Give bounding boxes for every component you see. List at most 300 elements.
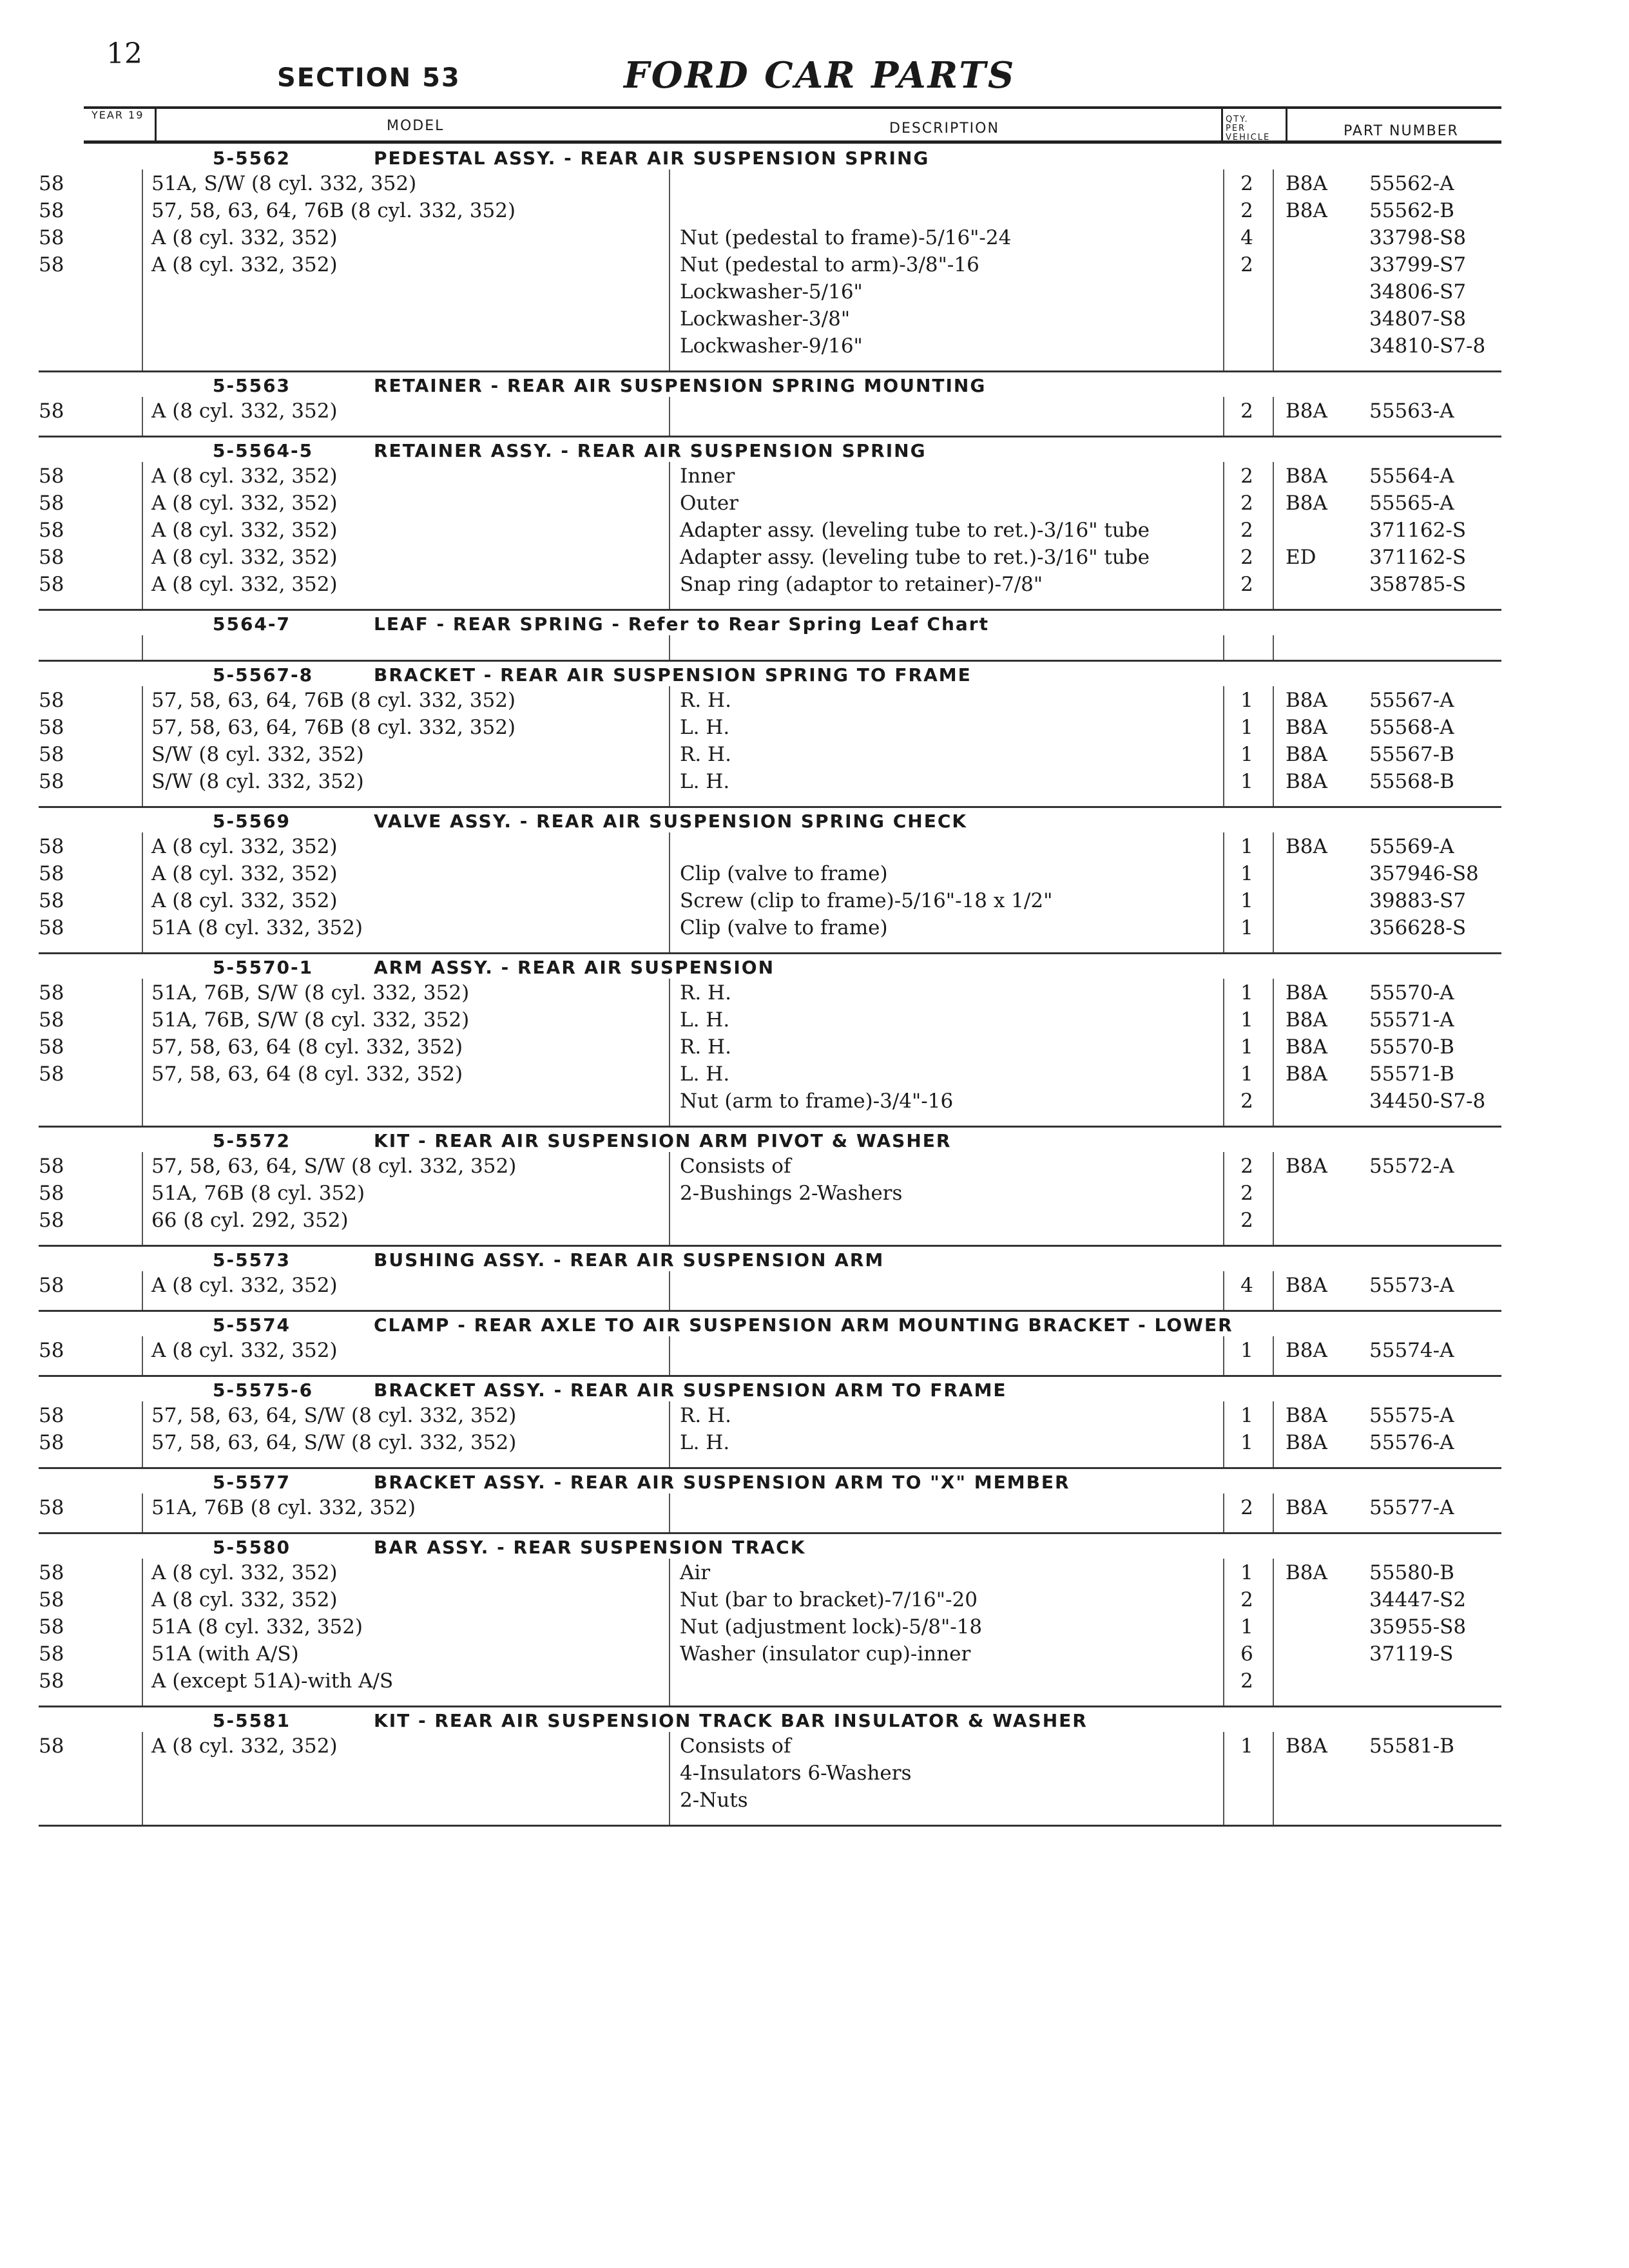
part-number-cell: 55577-A <box>1369 1496 1454 1519</box>
description-cell: Washer (insulator cup)-inner <box>680 1642 971 1666</box>
model-cell: A (8 cyl. 332, 352) <box>151 465 338 488</box>
column-divider <box>1223 1559 1224 1706</box>
table-row <box>39 1586 1501 1613</box>
year-cell: 58 <box>39 1735 64 1758</box>
group-code: 5-5575-6 <box>213 1379 314 1401</box>
part-group <box>39 1247 1501 1312</box>
group-title: RETAINER ASSY. - REAR AIR SUSPENSION SPRING <box>374 440 927 461</box>
column-divider <box>1273 1271 1274 1310</box>
year-cell: 58 <box>39 1404 64 1427</box>
model-cell: A (8 cyl. 332, 352) <box>151 399 338 423</box>
year-cell: 58 <box>39 889 64 912</box>
description-cell: Adapter assy. (leveling tube to ret.)-3/16" tube <box>680 519 1150 542</box>
column-divider <box>1273 979 1274 1126</box>
description-cell: 2-Bushings 2-Washers <box>680 1182 903 1205</box>
part-prefix-cell: B8A <box>1286 465 1327 488</box>
column-divider <box>1273 397 1274 436</box>
column-divider <box>669 1152 670 1245</box>
group-heading <box>39 808 1501 832</box>
part-prefix-cell: B8A <box>1286 1062 1327 1086</box>
description-cell: R. H. <box>680 1035 731 1059</box>
model-cell: A (8 cyl. 332, 352) <box>151 889 338 912</box>
part-prefix-cell: B8A <box>1286 1008 1327 1032</box>
table-row <box>39 1613 1501 1640</box>
header-part-number: PART NUMBER <box>1344 123 1459 139</box>
model-cell: 51A, 76B (8 cyl. 352) <box>151 1182 365 1205</box>
year-cell: 58 <box>39 1615 64 1639</box>
table-row <box>39 332 1501 359</box>
description-cell: L. H. <box>680 716 730 739</box>
column-divider <box>669 979 670 1126</box>
model-cell: A (8 cyl. 332, 352) <box>151 492 338 515</box>
column-divider <box>142 462 143 609</box>
table-row <box>39 489 1501 516</box>
part-number-cell: 55565-A <box>1369 492 1454 515</box>
year-cell: 58 <box>39 1182 64 1205</box>
group-heading <box>39 1534 1501 1559</box>
qty-cell: 1 <box>1240 1062 1253 1086</box>
part-number-cell: 55563-A <box>1369 399 1454 423</box>
header-qty: QTY. PER VEHICLE <box>1226 115 1271 142</box>
group-code: 5-5564-5 <box>213 440 314 461</box>
year-cell: 58 <box>39 1274 64 1297</box>
part-number-cell: 37119-S <box>1369 1642 1454 1666</box>
description-cell: Inner <box>680 465 735 488</box>
table-row <box>39 1559 1501 1586</box>
group-title: LEAF - REAR SPRING - Refer to Rear Spring Leaf Chart <box>374 613 989 635</box>
part-prefix-cell: B8A <box>1286 770 1327 793</box>
year-cell: 58 <box>39 1008 64 1032</box>
qty-cell: 1 <box>1240 1615 1253 1639</box>
part-group <box>39 1707 1501 1827</box>
table-row <box>39 1401 1501 1428</box>
description-cell: Nut (arm to frame)-3/4"-16 <box>680 1090 954 1113</box>
description-cell: Air <box>680 1561 711 1584</box>
table-row <box>39 543 1501 570</box>
group-code: 5-5574 <box>213 1314 291 1336</box>
year-cell: 58 <box>39 770 64 793</box>
column-divider <box>1223 635 1224 660</box>
model-cell: 51A, 76B, S/W (8 cyl. 332, 352) <box>151 1008 470 1032</box>
table-row <box>39 860 1501 887</box>
model-cell: 57, 58, 63, 64, 76B (8 cyl. 332, 352) <box>151 716 516 739</box>
table-row <box>39 1759 1501 1786</box>
group-title: CLAMP - REAR AXLE TO AIR SUSPENSION ARM MOUNTING BRACKET - LOWER <box>374 1314 1233 1336</box>
description-cell: L. H. <box>680 770 730 793</box>
year-cell: 58 <box>39 1062 64 1086</box>
description-cell: R. H. <box>680 689 731 712</box>
year-cell: 58 <box>39 1339 64 1362</box>
part-number-cell: 55581-B <box>1369 1735 1454 1758</box>
part-number-cell: 55564-A <box>1369 465 1454 488</box>
column-divider <box>142 1401 143 1467</box>
group-heading <box>39 1128 1501 1152</box>
header-description: DESCRIPTION <box>889 120 999 137</box>
table-row <box>39 1206 1501 1233</box>
model-cell: A (8 cyl. 332, 352) <box>151 1588 338 1611</box>
header-model: MODEL <box>387 118 445 134</box>
part-group <box>39 808 1501 954</box>
group-heading <box>39 1247 1501 1271</box>
year-cell: 58 <box>39 492 64 515</box>
model-cell: 57, 58, 63, 64 (8 cyl. 332, 352) <box>151 1062 463 1086</box>
part-prefix-cell: B8A <box>1286 1274 1327 1297</box>
part-number-cell: 34447-S2 <box>1369 1588 1467 1611</box>
year-cell: 58 <box>39 1035 64 1059</box>
model-cell: A (8 cyl. 332, 352) <box>151 519 338 542</box>
model-cell: 57, 58, 63, 64, 76B (8 cyl. 332, 352) <box>151 199 516 222</box>
model-cell: A (8 cyl. 332, 352) <box>151 1735 338 1758</box>
table-row <box>39 1494 1501 1521</box>
part-prefix-cell: B8A <box>1286 1339 1327 1362</box>
column-divider <box>142 169 143 370</box>
column-divider <box>1273 1559 1274 1706</box>
column-divider <box>669 1494 670 1532</box>
table-row <box>39 914 1501 941</box>
table-row <box>39 1033 1501 1060</box>
column-divider <box>142 1271 143 1310</box>
parts-table <box>39 145 1501 1827</box>
group-title: BRACKET ASSY. - REAR AIR SUSPENSION ARM TO FRAME <box>374 1379 1007 1401</box>
page-number: 12 <box>106 37 142 70</box>
description-cell: Adapter assy. (leveling tube to ret.)-3/16" tube <box>680 546 1150 569</box>
table-row <box>39 1336 1501 1363</box>
group-code: 5-5580 <box>213 1537 291 1558</box>
group-title: BRACKET - REAR AIR SUSPENSION SPRING TO FRAME <box>374 664 972 686</box>
part-prefix-cell: B8A <box>1286 1496 1327 1519</box>
page-title: FORD CAR PARTS <box>624 54 1016 97</box>
qty-cell: 2 <box>1240 253 1253 276</box>
column-divider <box>142 1732 143 1825</box>
year-cell: 58 <box>39 981 64 1004</box>
part-number-cell: 55569-A <box>1369 835 1454 858</box>
header-year: YEAR 19 <box>92 109 144 121</box>
description-cell: Lockwasher-3/8" <box>680 307 851 331</box>
model-cell: A (8 cyl. 332, 352) <box>151 573 338 596</box>
column-divider <box>669 686 670 806</box>
qty-cell: 2 <box>1240 465 1253 488</box>
part-prefix-cell: B8A <box>1286 835 1327 858</box>
description-cell: L. H. <box>680 1062 730 1086</box>
group-heading <box>39 1312 1501 1336</box>
model-cell: A (except 51A)-with A/S <box>151 1669 394 1693</box>
description-cell: Clip (valve to frame) <box>680 862 888 885</box>
table-row <box>39 197 1501 224</box>
group-title: BAR ASSY. - REAR SUSPENSION TRACK <box>374 1537 806 1558</box>
part-number-cell: 371162-S <box>1369 546 1467 569</box>
column-divider <box>669 1271 670 1310</box>
part-group <box>39 145 1501 372</box>
part-group <box>39 611 1501 662</box>
model-cell: 57, 58, 63, 64, S/W (8 cyl. 332, 352) <box>151 1155 517 1178</box>
table-row <box>39 713 1501 740</box>
group-heading <box>39 1707 1501 1732</box>
part-prefix-cell: ED <box>1286 546 1316 569</box>
year-cell: 58 <box>39 1561 64 1584</box>
qty-cell: 2 <box>1240 519 1253 542</box>
table-row <box>39 1152 1501 1179</box>
description-cell: 2-Nuts <box>680 1789 748 1812</box>
column-divider <box>1223 832 1224 952</box>
column-divider <box>669 462 670 609</box>
year-cell: 58 <box>39 1588 64 1611</box>
part-number-cell: 55567-A <box>1369 689 1454 712</box>
column-divider <box>142 979 143 1126</box>
year-cell: 58 <box>39 399 64 423</box>
model-cell: 57, 58, 63, 64 (8 cyl. 332, 352) <box>151 1035 463 1059</box>
description-cell: Consists of <box>680 1155 791 1178</box>
description-cell: Nut (bar to bracket)-7/16"-20 <box>680 1588 978 1611</box>
table-row <box>39 1428 1501 1456</box>
column-divider <box>1223 1401 1224 1467</box>
column-divider <box>1273 635 1274 660</box>
table-row <box>39 462 1501 489</box>
year-cell: 58 <box>39 862 64 885</box>
column-divider <box>1273 686 1274 806</box>
part-prefix-cell: B8A <box>1286 743 1327 766</box>
group-heading <box>39 954 1501 979</box>
model-cell: A (8 cyl. 332, 352) <box>151 226 338 249</box>
description-cell: Nut (pedestal to arm)-3/8"-16 <box>680 253 979 276</box>
table-row <box>39 1006 1501 1033</box>
model-cell: A (8 cyl. 332, 352) <box>151 1274 338 1297</box>
column-divider <box>1273 1732 1274 1825</box>
description-cell: Snap ring (adaptor to retainer)-7/8" <box>680 573 1043 596</box>
description-cell: Nut (pedestal to frame)-5/16"-24 <box>680 226 1012 249</box>
description-cell: Consists of <box>680 1735 791 1758</box>
model-cell: 51A, 76B, S/W (8 cyl. 332, 352) <box>151 981 470 1004</box>
column-divider <box>1273 832 1274 952</box>
qty-cell: 2 <box>1240 172 1253 195</box>
column-divider <box>1223 397 1224 436</box>
qty-cell: 2 <box>1240 573 1253 596</box>
qty-cell: 1 <box>1240 743 1253 766</box>
part-number-cell: 34807-S8 <box>1369 307 1467 331</box>
table-row <box>39 1786 1501 1813</box>
description-cell: Outer <box>680 492 739 515</box>
model-cell: 51A (8 cyl. 332, 352) <box>151 1615 363 1639</box>
part-number-cell: 33799-S7 <box>1369 253 1467 276</box>
column-divider <box>669 1559 670 1706</box>
qty-cell: 1 <box>1240 770 1253 793</box>
part-number-cell: 55570-A <box>1369 981 1454 1004</box>
table-row <box>39 278 1501 305</box>
part-prefix-cell: B8A <box>1286 492 1327 515</box>
column-divider <box>1223 1271 1224 1310</box>
part-number-cell: 55571-A <box>1369 1008 1454 1032</box>
column-divider <box>1223 1494 1224 1532</box>
description-cell: L. H. <box>680 1431 730 1454</box>
year-cell: 58 <box>39 743 64 766</box>
part-number-cell: 55573-A <box>1369 1274 1454 1297</box>
year-cell: 58 <box>39 716 64 739</box>
column-divider <box>1273 1336 1274 1375</box>
group-title: KIT - REAR AIR SUSPENSION TRACK BAR INSULATOR & WASHER <box>374 1710 1088 1731</box>
year-cell: 58 <box>39 1496 64 1519</box>
part-number-cell: 55568-A <box>1369 716 1454 739</box>
column-divider <box>1223 169 1224 370</box>
column-divider <box>1273 462 1274 609</box>
part-number-cell: 55570-B <box>1369 1035 1454 1059</box>
year-cell: 58 <box>39 1431 64 1454</box>
qty-cell: 2 <box>1240 399 1253 423</box>
group-heading <box>39 372 1501 397</box>
column-divider <box>142 1559 143 1706</box>
column-divider <box>1223 686 1224 806</box>
year-cell: 58 <box>39 172 64 195</box>
model-cell: 57, 58, 63, 64, 76B (8 cyl. 332, 352) <box>151 689 516 712</box>
qty-cell: 2 <box>1240 546 1253 569</box>
part-number-cell: 55568-B <box>1369 770 1454 793</box>
part-prefix-cell: B8A <box>1286 1155 1327 1178</box>
column-divider <box>669 1732 670 1825</box>
column-divider <box>142 397 143 436</box>
qty-cell: 4 <box>1240 1274 1253 1297</box>
year-cell: 58 <box>39 835 64 858</box>
part-prefix-cell: B8A <box>1286 1404 1327 1427</box>
qty-cell: 1 <box>1240 1008 1253 1032</box>
table-row <box>39 740 1501 767</box>
group-code: 5-5573 <box>213 1249 291 1271</box>
qty-cell: 2 <box>1240 1182 1253 1205</box>
part-number-cell: 55562-B <box>1369 199 1454 222</box>
column-divider <box>669 1401 670 1467</box>
qty-cell: 2 <box>1240 1588 1253 1611</box>
table-row <box>39 887 1501 914</box>
column-divider <box>1223 979 1224 1126</box>
part-prefix-cell: B8A <box>1286 1735 1327 1758</box>
description-cell: R. H. <box>680 1404 731 1427</box>
part-prefix-cell: B8A <box>1286 399 1327 423</box>
group-code: 5-5570-1 <box>213 957 314 978</box>
year-cell: 58 <box>39 1209 64 1232</box>
year-cell: 58 <box>39 689 64 712</box>
part-number-cell: 371162-S <box>1369 519 1467 542</box>
qty-cell: 2 <box>1240 1155 1253 1178</box>
qty-cell: 2 <box>1240 1090 1253 1113</box>
part-number-cell: 55575-A <box>1369 1404 1454 1427</box>
year-cell: 58 <box>39 199 64 222</box>
model-cell: 51A (8 cyl. 332, 352) <box>151 916 363 939</box>
description-cell: Screw (clip to frame)-5/16"-18 x 1/2" <box>680 889 1053 912</box>
part-number-cell: 55572-A <box>1369 1155 1454 1178</box>
part-group <box>39 662 1501 808</box>
column-divider <box>1273 1494 1274 1532</box>
description-cell: Clip (valve to frame) <box>680 916 888 939</box>
part-number-cell: 39883-S7 <box>1369 889 1467 912</box>
year-cell: 58 <box>39 546 64 569</box>
column-divider <box>1223 462 1224 609</box>
qty-cell: 1 <box>1240 1339 1253 1362</box>
year-cell: 58 <box>39 916 64 939</box>
part-group <box>39 1377 1501 1469</box>
group-heading <box>39 1377 1501 1401</box>
qty-cell: 1 <box>1240 835 1253 858</box>
qty-cell: 2 <box>1240 492 1253 515</box>
table-row <box>39 516 1501 543</box>
table-row <box>39 397 1501 424</box>
part-prefix-cell: B8A <box>1286 1561 1327 1584</box>
column-divider <box>1273 1401 1274 1467</box>
model-cell: A (8 cyl. 332, 352) <box>151 1339 338 1362</box>
column-divider <box>1273 1152 1274 1245</box>
part-number-cell: 356628-S <box>1369 916 1467 939</box>
group-code: 5-5569 <box>213 811 291 832</box>
part-group <box>39 1128 1501 1247</box>
qty-cell: 1 <box>1240 1035 1253 1059</box>
part-number-cell: 55567-B <box>1369 743 1454 766</box>
part-number-cell: 34450-S7-8 <box>1369 1090 1486 1113</box>
group-heading <box>39 662 1501 686</box>
column-divider <box>142 1494 143 1532</box>
qty-cell: 1 <box>1240 1431 1253 1454</box>
part-group <box>39 1534 1501 1707</box>
model-cell: 51A, 76B (8 cyl. 332, 352) <box>151 1496 416 1519</box>
column-divider <box>142 635 143 660</box>
model-cell: A (8 cyl. 332, 352) <box>151 546 338 569</box>
qty-cell: 2 <box>1240 199 1253 222</box>
year-cell: 58 <box>39 519 64 542</box>
column-divider <box>142 1336 143 1375</box>
table-row <box>39 251 1501 278</box>
part-group <box>39 437 1501 611</box>
group-heading <box>39 611 1501 635</box>
part-number-cell: 55574-A <box>1369 1339 1454 1362</box>
part-number-cell: 55580-B <box>1369 1561 1454 1584</box>
part-prefix-cell: B8A <box>1286 172 1327 195</box>
table-row <box>39 1640 1501 1667</box>
description-cell: Lockwasher-9/16" <box>680 334 863 358</box>
model-cell: S/W (8 cyl. 332, 352) <box>151 743 364 766</box>
qty-cell: 4 <box>1240 226 1253 249</box>
part-number-cell: 34810-S7-8 <box>1369 334 1486 358</box>
column-divider <box>1223 1336 1224 1375</box>
section-label: SECTION 53 <box>277 63 461 93</box>
description-cell: L. H. <box>680 1008 730 1032</box>
part-number-cell: 358785-S <box>1369 573 1467 596</box>
model-cell: 51A (with A/S) <box>151 1642 299 1666</box>
part-number-cell: 35955-S8 <box>1369 1615 1467 1639</box>
model-cell: A (8 cyl. 332, 352) <box>151 862 338 885</box>
group-title: BRACKET ASSY. - REAR AIR SUSPENSION ARM TO "X" MEMBER <box>374 1472 1070 1493</box>
part-group <box>39 954 1501 1128</box>
table-row <box>39 224 1501 251</box>
table-row <box>39 767 1501 794</box>
qty-cell: 1 <box>1240 1404 1253 1427</box>
table-row <box>39 1179 1501 1206</box>
table-row <box>39 686 1501 713</box>
part-group <box>39 1312 1501 1377</box>
qty-cell: 2 <box>1240 1496 1253 1519</box>
description-cell: R. H. <box>680 981 731 1004</box>
part-prefix-cell: B8A <box>1286 716 1327 739</box>
group-code: 5-5563 <box>213 375 291 396</box>
group-heading <box>39 1469 1501 1494</box>
group-code: 5-5567-8 <box>213 664 314 686</box>
qty-cell: 1 <box>1240 689 1253 712</box>
column-divider <box>669 397 670 436</box>
table-row <box>39 169 1501 197</box>
part-number-cell: 55571-B <box>1369 1062 1454 1086</box>
column-divider <box>1223 1152 1224 1245</box>
year-cell: 58 <box>39 1155 64 1178</box>
year-cell: 58 <box>39 253 64 276</box>
description-cell: R. H. <box>680 743 731 766</box>
part-number-cell: 33798-S8 <box>1369 226 1467 249</box>
group-code: 5-5581 <box>213 1710 291 1731</box>
part-prefix-cell: B8A <box>1286 1035 1327 1059</box>
description-cell: Lockwasher-5/16" <box>680 280 863 303</box>
